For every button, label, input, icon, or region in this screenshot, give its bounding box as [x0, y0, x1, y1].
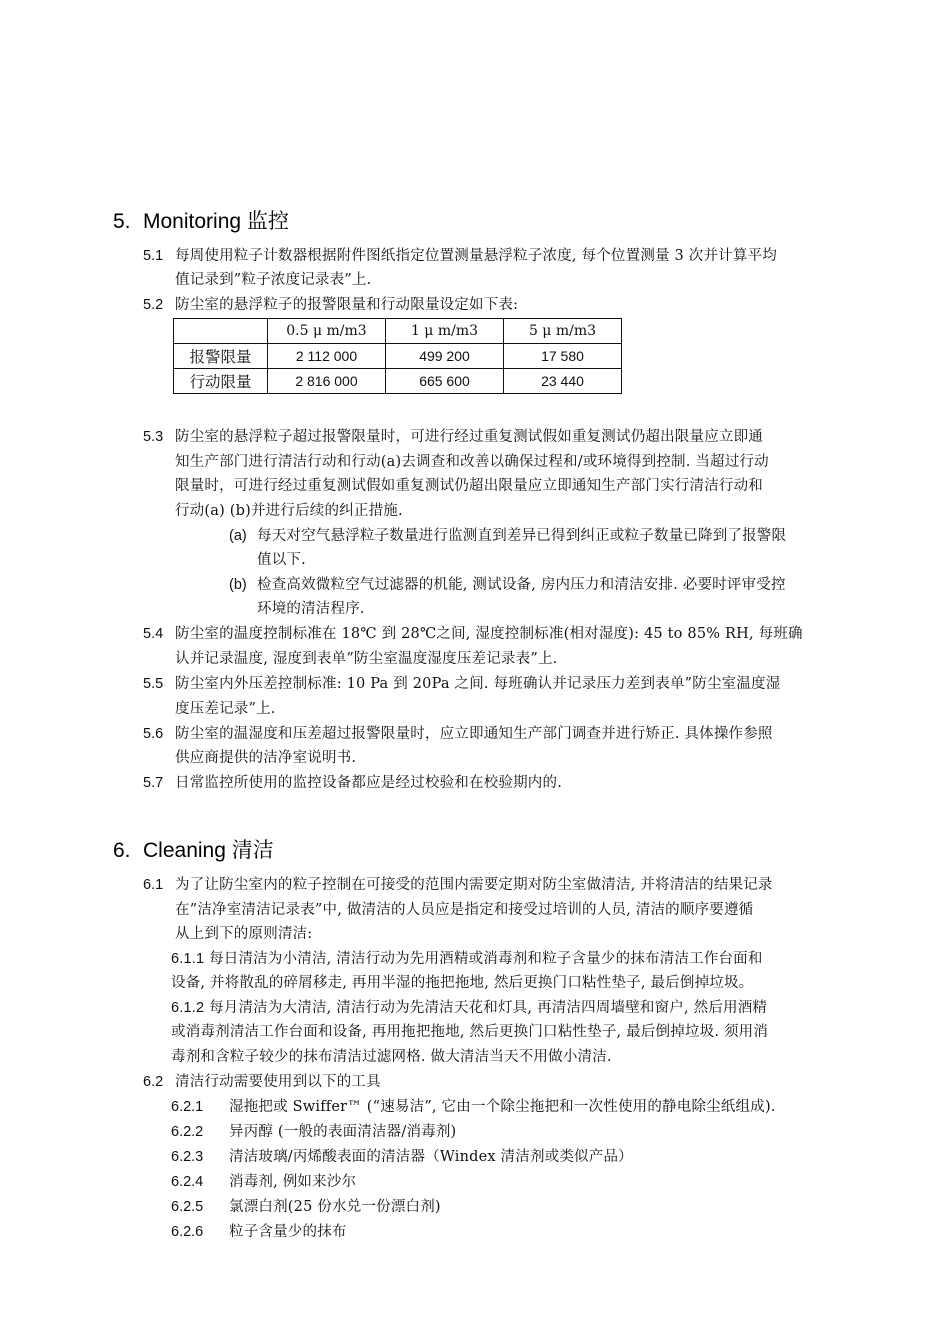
table-cell: 2 112 000: [268, 344, 386, 369]
table-cell: 665 600: [386, 369, 504, 394]
paragraph-line: 防尘室的温湿度和压差超过报警限量时，应立即通知生产部门调查并进行矫正. 具体操作参照: [175, 726, 773, 742]
item-number: 5.2: [143, 297, 164, 313]
item-number: 5.7: [143, 775, 164, 791]
item-number: 5.4: [143, 626, 164, 642]
paragraph-line: 检查高效微粒空气过滤器的机能, 测试设备, 房内压力和清洁安排. 必要时评审受控: [257, 577, 786, 593]
section-6-heading: [113, 834, 274, 864]
paragraph-line: 每天对空气悬浮粒子数量进行监测直到差异已得到纠正或粒子数量已降到了报警限: [257, 528, 787, 544]
item-number: 5.1: [143, 248, 164, 264]
tool-item: 消毒剂, 例如来沙尔: [229, 1174, 357, 1190]
paragraph-line: [171, 996, 767, 1020]
item-number: 6.2: [143, 1074, 164, 1090]
item-number: 6.1: [143, 877, 164, 893]
item-number: 6.1.2: [171, 1000, 205, 1016]
paragraph-line: 为了让防尘室内的粒子控制在可接受的范围内需要定期对防尘室做清洁, 并将清洁的结果记录: [175, 877, 773, 893]
paragraph-line: 认并记录温度, 湿度到表单”防尘室温度湿度压差记录表”上.: [175, 651, 558, 667]
paragraph-line: 每周使用粒子计数器根据附件图纸指定位置测量悬浮粒子浓度, 每个位置测量 3 次并计算平均: [175, 248, 777, 264]
paragraph-line: [171, 947, 763, 971]
paragraph-line: 环境的清洁程序.: [257, 601, 365, 617]
paragraph-line: 设备, 并将散乱的碎屑移走, 再用半湿的拖把拖地, 然后更换门口粘性垫子, 最后倒掉垃圾。: [171, 975, 754, 991]
tool-item: 湿拖把或 Swiffer™ (“速易洁”, 它由一个除尘拖把和一次性使用的静电除尘纸组成).: [229, 1099, 776, 1115]
item-number: 5.6: [143, 726, 164, 742]
tool-item: 异丙醇 (一般的表面清洁器/消毒剂): [229, 1124, 457, 1140]
paragraph-line: 值记录到”粒子浓度记录表”上.: [175, 272, 372, 288]
paragraph-text: 每日清洁为小清洁, 清洁行动为先用酒精或消毒剂和粒子含量少的抹布清洁工作台面和: [209, 951, 763, 967]
paragraph-line: 度压差记录”上.: [175, 701, 276, 717]
row-label-action-limit: 行动限量: [174, 369, 268, 394]
particle-limits-table: [173, 318, 622, 394]
sub-item-label: (a): [229, 528, 247, 544]
sub-item-label: (b): [229, 577, 247, 593]
table-header-row: [174, 319, 622, 344]
section-number: 5.: [113, 210, 131, 233]
paragraph-line: 或消毒剂清洁工作台面和设备, 再用拖把拖地, 然后更换门口粘性垫子, 最后倒掉垃圾. 须用消: [171, 1024, 769, 1040]
table-header-cell: 5 μ m/m3: [504, 319, 622, 344]
tool-item: 粒子含量少的抹布: [229, 1224, 347, 1240]
paragraph-line: 供应商提供的洁净室说明书.: [175, 750, 357, 766]
paragraph-line: 在”洁净室清洁记录表”中, 做清洁的人员应是指定和接受过培训的人员, 清洁的顺序要遵循: [175, 902, 754, 918]
paragraph-line: 行动(a) (b)并进行后续的纠正措施.: [175, 503, 403, 519]
table-header-cell: [174, 319, 268, 344]
paragraph-line: 从上到下的原则清洁:: [175, 926, 313, 942]
section-5-heading: [113, 205, 289, 235]
tool-number: 6.2.5: [171, 1199, 204, 1215]
table-cell: 17 580: [504, 344, 622, 369]
paragraph-line: 防尘室的悬浮粒子的报警限量和行动限量设定如下表:: [175, 297, 519, 313]
tool-number: 6.2.6: [171, 1224, 204, 1240]
row-label-alert-limit: 报警限量: [174, 344, 268, 369]
table-row: [174, 344, 622, 369]
item-number: 5.5: [143, 676, 164, 692]
paragraph-line: 防尘室内外压差控制标准: 10 Pa 到 20Pa 之间. 每班确认并记录压力差到表单”防尘室温度湿: [175, 676, 781, 692]
table-cell: 499 200: [386, 344, 504, 369]
paragraph-line: 毒剂和含粒子较少的抹布清洁过滤网格. 做大清洁当天不用做小清洁.: [171, 1049, 612, 1065]
tool-number: 6.2.3: [171, 1149, 204, 1165]
paragraph-text: 每月清洁为大清洁, 清洁行动为先清洁天花和灯具, 再清洁四周墙壁和窗户, 然后用酒精: [209, 1000, 768, 1016]
tool-number: 6.2.4: [171, 1174, 204, 1190]
paragraph-line: 防尘室的悬浮粒子超过报警限量时，可进行经过重复测试假如重复测试仍超出限量应立即通: [175, 429, 763, 445]
tool-number: 6.2.2: [171, 1124, 204, 1140]
tool-item: 氯漂白剂(25 份水兑一份漂白剂): [229, 1199, 441, 1215]
paragraph-line: 防尘室的温度控制标准在 18℃ 到 28℃之间, 湿度控制标准(相对湿度): 45 to 85% RH, 每班确: [175, 626, 803, 642]
paragraph-line: 清洁行动需要使用到以下的工具: [175, 1074, 381, 1090]
section-title: Cleaning 清洁: [143, 839, 274, 862]
table-cell: 2 816 000: [268, 369, 386, 394]
paragraph-line: 限量时，可进行经过重复测试假如重复测试仍超出限量应立即通知生产部门实行清洁行动和: [175, 478, 763, 494]
paragraph-line: 知生产部门进行清洁行动和行动(a)去调查和改善以确保过程和/或环境得到控制. 当超过行动: [175, 454, 769, 470]
table-header-cell: 0.5 μ m/m3: [268, 319, 386, 344]
paragraph-line: 值以下.: [257, 552, 306, 568]
table-header-cell: 1 μ m/m3: [386, 319, 504, 344]
item-number: 5.3: [143, 429, 164, 445]
item-number: 6.1.1: [171, 951, 205, 967]
section-title: Monitoring 监控: [143, 210, 289, 233]
section-number: 6.: [113, 839, 131, 862]
table-row: [174, 369, 622, 394]
table-cell: 23 440: [504, 369, 622, 394]
tool-number: 6.2.1: [171, 1099, 204, 1115]
tool-item: 清洁玻璃/丙烯酸表面的清洁器（Windex 清洁剂或类似产品）: [229, 1149, 633, 1165]
paragraph-line: 日常监控所使用的监控设备都应是经过校验和在校验期内的.: [175, 775, 563, 791]
